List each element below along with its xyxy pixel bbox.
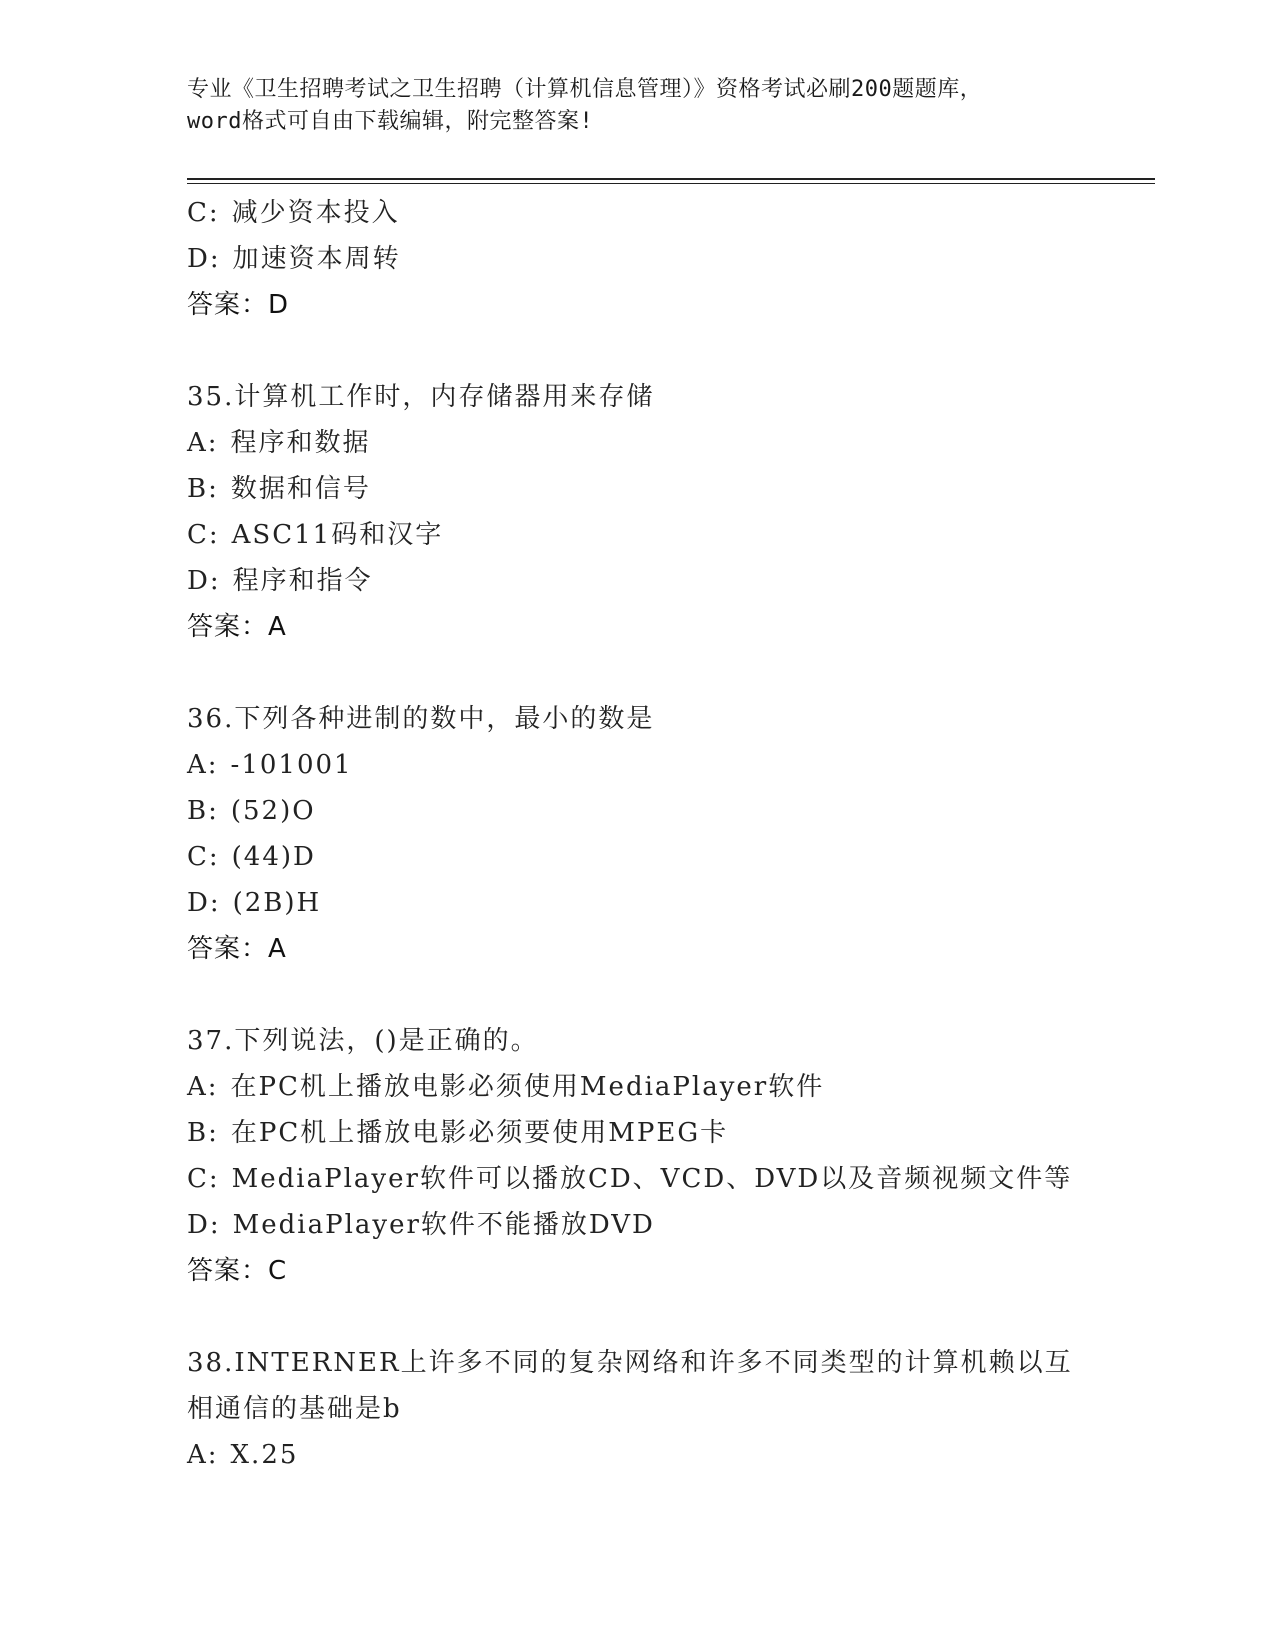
option-label: D:	[187, 888, 221, 918]
option-label: C:	[187, 520, 220, 550]
question-partial	[187, 190, 1147, 328]
option-text: ASC11码和汉字	[231, 520, 444, 550]
question-35	[187, 374, 1147, 650]
answer-line: 答案：D	[187, 290, 290, 320]
option-label: A:	[187, 428, 219, 458]
option-label: A:	[187, 750, 219, 780]
option-label: A:	[187, 1440, 219, 1470]
spacer	[187, 650, 1147, 696]
option-c	[187, 834, 1147, 880]
header-divider-thin	[187, 183, 1155, 184]
option-d	[187, 236, 1147, 282]
option-label: B:	[187, 1118, 219, 1148]
option-text: X.25	[230, 1440, 299, 1470]
option-label: D:	[187, 244, 221, 274]
option-text: MediaPlayer软件不能播放DVD	[232, 1210, 655, 1240]
option-a	[187, 420, 1147, 466]
header-line-1: 专业《卫生招聘考试之卫生招聘（计算机信息管理）》资格考试必刷200题题库，	[187, 77, 983, 102]
option-text: 加速资本周转	[232, 244, 401, 274]
option-c	[187, 190, 1147, 236]
option-label: C:	[187, 198, 220, 228]
option-text: -101001	[230, 750, 353, 780]
option-text: (2B)H	[232, 888, 322, 918]
option-text: 程序和指令	[232, 566, 373, 596]
option-label: D:	[187, 566, 221, 596]
option-a	[187, 1432, 1147, 1478]
answer-line: 答案：C	[187, 1256, 288, 1286]
document-body	[187, 190, 1147, 1478]
option-text: 程序和数据	[230, 428, 371, 458]
question-title: 36.下列各种进制的数中，最小的数是	[187, 704, 655, 734]
option-text: 数据和信号	[230, 474, 371, 504]
header-divider-thick	[187, 178, 1155, 180]
option-text: 在PC机上播放电影必须要使用MPEG卡	[230, 1118, 729, 1148]
question-title: 35.计算机工作时，内存储器用来存储	[187, 382, 655, 412]
spacer	[187, 972, 1147, 1018]
option-d	[187, 880, 1147, 926]
option-label: D:	[187, 1210, 221, 1240]
option-label: A:	[187, 1072, 219, 1102]
answer-line: 答案：A	[187, 612, 287, 642]
option-a	[187, 742, 1147, 788]
question-36	[187, 696, 1147, 972]
answer-line: 答案：A	[187, 934, 287, 964]
option-label: B:	[187, 474, 219, 504]
option-a	[187, 1064, 1147, 1110]
option-b	[187, 788, 1147, 834]
option-text: MediaPlayer软件可以播放CD、VCD、DVD以及音频视频文件等	[231, 1164, 1073, 1194]
option-text: (44)D	[231, 842, 316, 872]
question-38	[187, 1340, 1147, 1478]
question-37	[187, 1018, 1147, 1294]
option-d	[187, 1202, 1147, 1248]
option-c	[187, 512, 1147, 558]
option-b	[187, 466, 1147, 512]
option-text: (52)O	[230, 796, 316, 826]
option-label: C:	[187, 842, 220, 872]
option-text: 减少资本投入	[231, 198, 400, 228]
spacer	[187, 328, 1147, 374]
spacer	[187, 1294, 1147, 1340]
header-line-2: word格式可自由下载编辑，附完整答案!	[187, 109, 594, 134]
option-c	[187, 1156, 1147, 1202]
question-title: 37.下列说法，()是正确的。	[187, 1026, 539, 1056]
option-label: B:	[187, 796, 219, 826]
option-d	[187, 558, 1147, 604]
question-title: 38.INTERNER上许多不同的复杂网络和许多不同类型的计算机赖以互相通信的基础是b	[187, 1348, 1073, 1424]
option-label: C:	[187, 1164, 220, 1194]
option-b	[187, 1110, 1147, 1156]
option-text: 在PC机上播放电影必须使用MediaPlayer软件	[230, 1072, 825, 1102]
document-header	[187, 74, 1087, 138]
